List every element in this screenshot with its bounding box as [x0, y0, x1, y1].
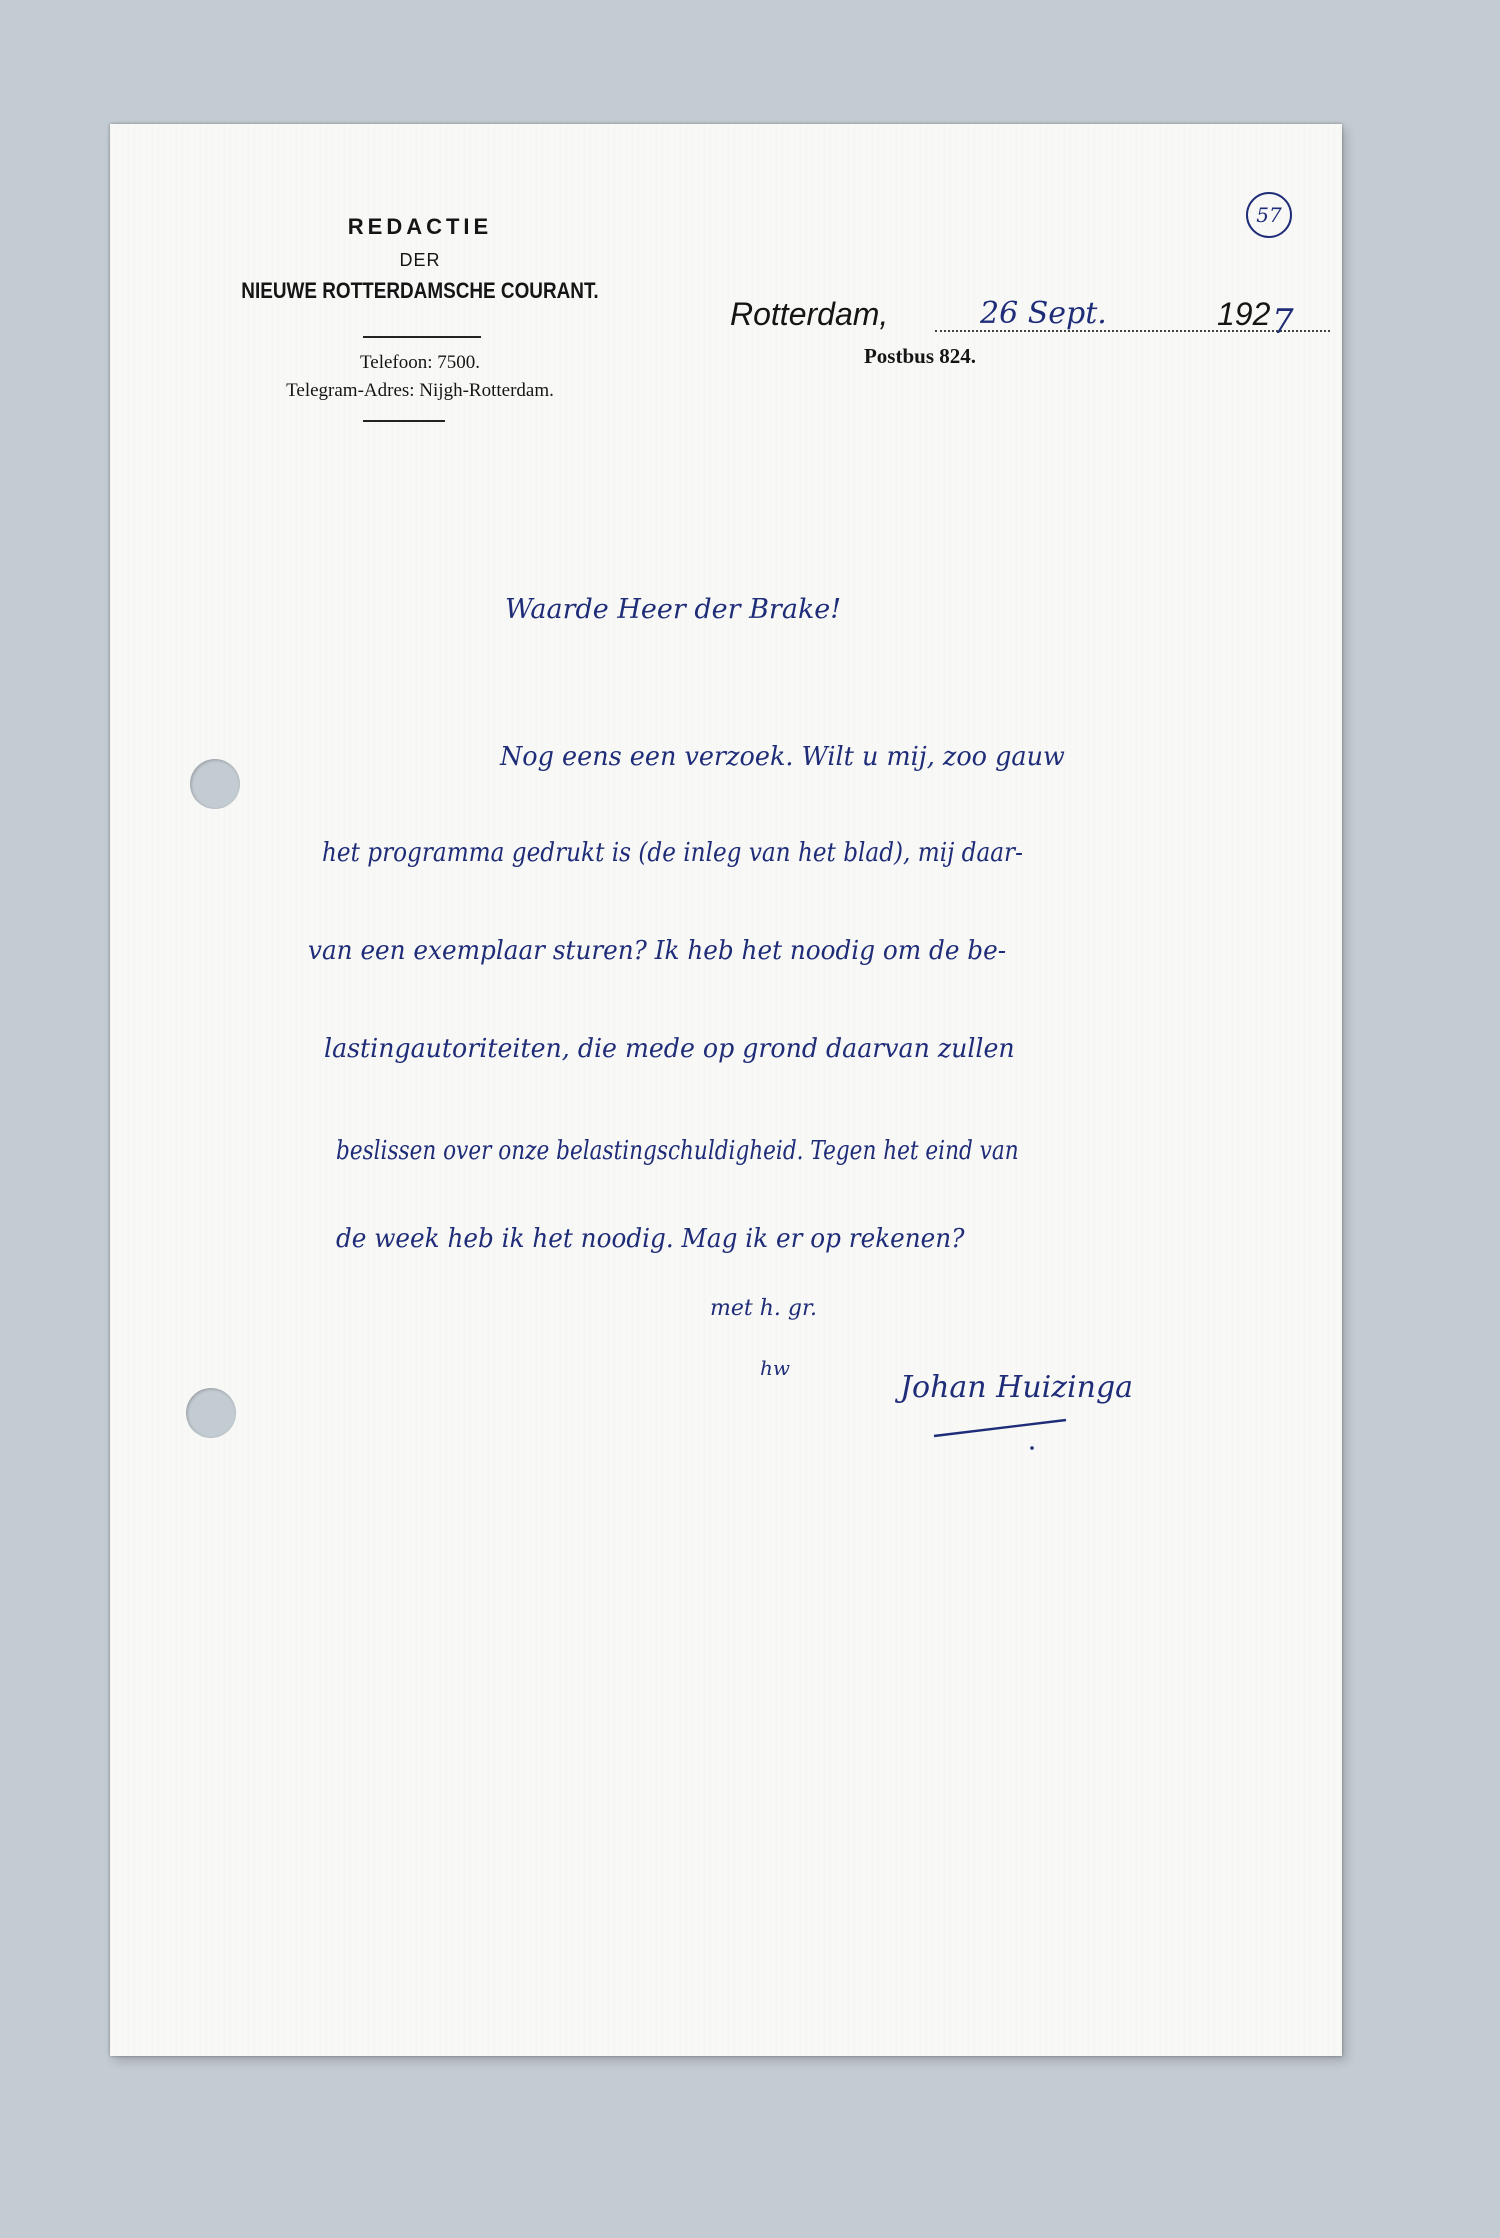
signature-underline: [930, 1416, 1080, 1456]
letterhead-city: Rotterdam,: [730, 296, 889, 332]
body-line: beslissen over onze belastingschuldigheid. Tegen het eind van: [336, 1136, 1019, 1166]
closing-abbrev: hw: [760, 1356, 790, 1380]
letterhead-der: DER: [399, 250, 441, 270]
letterhead-postbus: Postbus 824.: [863, 344, 977, 368]
folio-number: 57: [1246, 192, 1292, 238]
handwritten-date: 26 Sept.: [980, 296, 1107, 331]
punch-hole-lower: [186, 1388, 236, 1438]
body-line: lastingautoriteiten, die mede op grond daarvan zullen: [324, 1034, 1015, 1064]
letterhead-telephone: Telefoon: 7500.: [359, 352, 481, 373]
letterhead-rule-lower: [363, 420, 445, 422]
letter-sheet: [110, 124, 1342, 2056]
letterhead-newspaper-name: NIEUWE ROTTERDAMSCHE COURANT.: [241, 278, 599, 303]
letterhead-year: 192: [1217, 296, 1271, 332]
body-line: van een exemplaar sturen? Ik heb het noodig om de be-: [308, 936, 1007, 966]
letterhead-rule-upper: [363, 336, 481, 338]
salutation: Waarde Heer der Brake!: [505, 594, 842, 625]
letterhead-redactie: REDACTIE: [347, 214, 493, 239]
closing-greeting: met h. gr.: [710, 1296, 818, 1321]
handwritten-year-digit: 7: [1272, 302, 1294, 342]
body-line: de week heb ik het noodig. Mag ik er op rekenen?: [336, 1224, 965, 1254]
signature: Johan Huizinga: [900, 1370, 1134, 1405]
punch-hole-upper: [190, 759, 240, 809]
letterhead-telegram-address: Telegram-Adres: Nijgh-Rotterdam.: [286, 380, 554, 401]
body-line: Nog eens een verzoek. Wilt u mij, zoo gauw: [500, 742, 1065, 772]
body-line: het programma gedrukt is (de inleg van het blad), mij daar-: [322, 838, 1023, 868]
